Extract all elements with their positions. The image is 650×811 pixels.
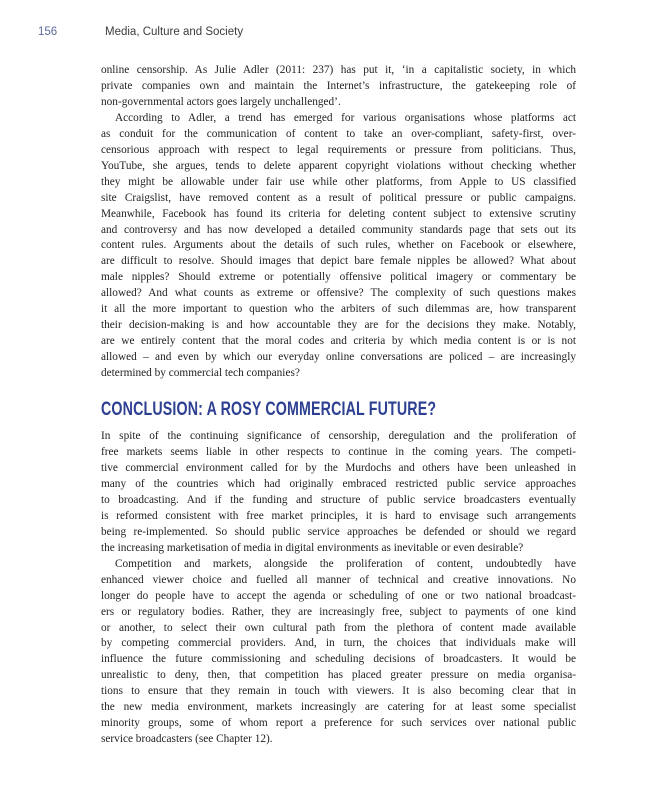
paragraph bbox=[101, 111, 576, 382]
text-line: service broadcasters (see Chapter 12). bbox=[101, 733, 273, 746]
text-line: determined by commercial tech companies? bbox=[101, 367, 300, 380]
text-line: to broadcasting. And if the funding and structure of public service broadcasters eventually bbox=[101, 493, 576, 506]
body-paragraphs bbox=[101, 63, 576, 382]
text-line: YouTube, she argues, tends to delete apparent copyright violations without checking whether bbox=[101, 159, 576, 172]
text-line: ers or regulatory bodies. Rather, they are increasingly free, subject to payments of one kind bbox=[101, 605, 576, 618]
text-line: is reformed consistent with free market principles, it is hard to envisage such arrangements bbox=[101, 509, 576, 522]
paragraph bbox=[101, 557, 576, 748]
text-line: the increasing marketisation of media in digital environments as inevitable or even desirable? bbox=[101, 541, 524, 554]
text-line: or another, to select their own cultural path from the plethora of content made available bbox=[101, 621, 576, 634]
text-line: longer do people have to accept the agenda or scheduling of one or two national broadcast- bbox=[101, 589, 576, 602]
text-line: tions to ensure that they remain in touch with viewers. It is also becoming clear that in bbox=[101, 685, 576, 698]
running-header-title: Media, Culture and Society bbox=[105, 26, 244, 38]
text-line: they might be allowable under fair use while other platforms, from Apple to US classified bbox=[101, 175, 576, 188]
text-line: influence the future commissioning and scheduling decisions of broadcasters. It would be bbox=[101, 653, 576, 666]
text-line: censorious approach with respect to legal requirements or pressure from politicians. Thus, bbox=[101, 143, 576, 156]
text-line: minority groups, some of whom report a preference for such services over national public bbox=[101, 717, 576, 730]
text-line: non-governmental actors goes largely unchallenged’. bbox=[101, 95, 341, 108]
text-line: many of the countries which had originally embraced restricted public service approaches bbox=[101, 477, 576, 490]
text-line: unrealistic to deny, then, that competition has placed greater pressure on media organisa- bbox=[101, 669, 576, 682]
text-line: by competing commercial providers. And, in turn, the choices that individuals make will bbox=[101, 637, 576, 650]
text-line: Meanwhile, Facebook has found its criteria for deleting content subject to extensive scrutiny bbox=[101, 207, 576, 220]
text-line: it all the more important to question who the arbiters of such dilemmas are, how transparent bbox=[101, 303, 576, 316]
text-column bbox=[101, 63, 576, 748]
text-line: being re-implemented. So should public service approaches be defended or should we regard bbox=[101, 525, 576, 538]
text-line: According to Adler, a trend has emerged for various organisations whose platforms act bbox=[115, 111, 576, 124]
paragraph bbox=[101, 63, 576, 111]
text-line: private companies own and maintain the Internet’s infrastructure, the gatekeeping role of bbox=[101, 79, 576, 92]
text-line: free markets seems liable in other respects to continue in the coming years. The competi- bbox=[101, 446, 576, 459]
text-line: online censorship. As Julie Adler (2011: 237) has put it, ‘in a capitalistic society, in which bbox=[101, 64, 576, 76]
text-line: are difficult to resolve. Should images that depict bare female nipples be allowed? What about bbox=[101, 255, 576, 268]
text-line: their decision-making is and how accountable they are for the decisions they make. Notably, bbox=[101, 319, 576, 332]
paragraph bbox=[101, 429, 576, 557]
text-line: Competition and markets, alongside the proliferation of content, undoubtedly have bbox=[115, 557, 576, 570]
text-line: and controversy and has now developed a detailed community standards page that sets out its bbox=[101, 223, 576, 236]
text-line: allowed? And what counts as extreme or offensive? The complexity of such questions makes bbox=[101, 287, 576, 300]
text-line: site Craigslist, have removed content as a result of political pressure or public campaigns. bbox=[101, 191, 576, 204]
text-line: allowed – and even by which our everyday online conversations are policed – are increasingly bbox=[101, 351, 576, 364]
text-line: male nipples? Should extreme or potentially offensive political imagery or commentary be bbox=[101, 271, 576, 284]
text-line: enhanced viewer choice and fuelled all manner of technical and creative innovations. No bbox=[101, 573, 576, 586]
text-line: content rules. Arguments about the details of such rules, whether on Facebook or elsewhere, bbox=[101, 239, 576, 252]
page-number: 156 bbox=[38, 26, 58, 38]
text-line: as conduit for the communication of content to take an over-compliant, safety-first, over- bbox=[101, 127, 576, 140]
text-line: are we entirely content that the moral codes and criteria by which media content is or is not bbox=[101, 335, 576, 348]
text-line: tive commercial environment called for by the Murdochs and others have been unleashed in bbox=[101, 461, 576, 474]
section-heading: CONCLUSION: A ROSY COMMERCIAL FUTURE? bbox=[101, 398, 437, 421]
section-paragraphs bbox=[101, 429, 576, 748]
text-line: In spite of the continuing significance of censorship, deregulation and the proliferation of bbox=[101, 430, 576, 443]
text-line: the new media environment, markets increasingly are catering for at least some specialist bbox=[101, 701, 576, 714]
